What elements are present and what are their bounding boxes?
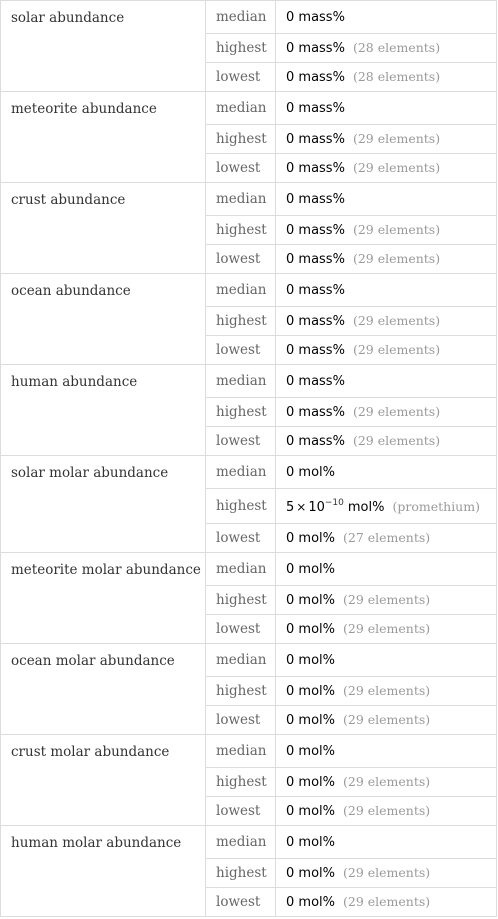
stat-label: lowest [206, 615, 276, 644]
stat-label: median [206, 735, 276, 768]
value-text: 0 mass% [286, 192, 345, 207]
stat-label: median [206, 274, 276, 307]
value-text: 0 mol% [286, 531, 335, 546]
stat-label: lowest [206, 63, 276, 92]
stat-value-cell [276, 768, 497, 797]
value-text: 0 mol% [286, 653, 335, 668]
value-text: 0 mass% [286, 10, 345, 25]
table-row [1, 92, 497, 125]
value-text: 0 mol% [286, 562, 335, 577]
stat-value-cell [276, 92, 497, 125]
stat-label: lowest [206, 427, 276, 456]
element-count-note: (29 elements) [343, 683, 431, 698]
value-text: 0 mass% [286, 343, 345, 358]
value-text: 0 mass% [286, 314, 345, 329]
value-text: 0 mol% [286, 835, 335, 850]
value-text: 0 mol% [286, 713, 335, 728]
value-text: 0 mol% [286, 465, 335, 480]
stat-label: lowest [206, 706, 276, 735]
stat-label: highest [206, 34, 276, 63]
stat-value-cell [276, 274, 497, 307]
element-count-note: (27 elements) [343, 530, 431, 545]
element-count-note: (28 elements) [352, 69, 441, 84]
property-label: human molar abundance [1, 826, 206, 917]
element-count-note: (28 elements) [352, 40, 441, 55]
table-row [1, 644, 497, 677]
stat-label: highest [206, 125, 276, 154]
value-text: 0 mass% [286, 434, 345, 449]
value-text: 0 mol% [286, 804, 335, 819]
table-row [1, 365, 497, 398]
element-count-note: (29 elements) [352, 251, 441, 266]
value-text: 0 mass% [286, 374, 345, 389]
stat-label: highest [206, 398, 276, 427]
element-count-note: (29 elements) [352, 404, 441, 419]
property-label: solar abundance [1, 1, 206, 92]
value-text: 0 mass% [286, 101, 345, 116]
value-text: 0 mol% [286, 775, 335, 790]
stat-value-cell [276, 677, 497, 706]
unit-value: mol% [347, 499, 385, 515]
stat-value-cell [276, 427, 497, 456]
element-count-note: (29 elements) [343, 774, 431, 789]
value-text: 0 mass% [286, 252, 345, 267]
property-label: crust abundance [1, 183, 206, 274]
property-label: human abundance [1, 365, 206, 456]
table-row [1, 183, 497, 216]
table-row [1, 1, 497, 34]
stat-label: highest [206, 586, 276, 615]
element-count-note: (29 elements) [343, 803, 431, 818]
stat-label: median [206, 553, 276, 586]
stat-label: lowest [206, 888, 276, 917]
table-row [1, 826, 497, 859]
property-label: meteorite abundance [1, 92, 206, 183]
table-row [1, 735, 497, 768]
stat-value-cell [276, 307, 497, 336]
exponent-value: −10 [324, 497, 344, 508]
element-count-note: (29 elements) [343, 592, 431, 607]
base-value: 10 [308, 499, 325, 515]
stat-value-cell [276, 245, 497, 274]
stat-label: highest [206, 489, 276, 524]
value-text: 0 mol% [286, 866, 335, 881]
stat-value-cell [276, 524, 497, 553]
stat-value-cell [276, 489, 497, 524]
stat-value-cell [276, 735, 497, 768]
element-count-note: (29 elements) [352, 131, 441, 146]
stat-value-cell [276, 34, 497, 63]
element-count-note: (29 elements) [352, 222, 441, 237]
element-count-note: (29 elements) [352, 160, 441, 175]
table-row [1, 274, 497, 307]
stat-value-cell [276, 644, 497, 677]
property-label: ocean molar abundance [1, 644, 206, 735]
element-count-note: (29 elements) [343, 712, 431, 727]
stat-label: highest [206, 768, 276, 797]
value-text: 0 mol% [286, 684, 335, 699]
stat-value-cell [276, 1, 497, 34]
element-count-note: (29 elements) [352, 342, 441, 357]
value-text: 0 mass% [286, 223, 345, 238]
property-label: ocean abundance [1, 274, 206, 365]
stat-label: median [206, 183, 276, 216]
value-text: 0 mol% [286, 895, 335, 910]
value-text: 0 mass% [286, 405, 345, 420]
property-label: meteorite molar abundance [1, 553, 206, 644]
stat-value-cell [276, 888, 497, 917]
element-count-note: (29 elements) [343, 894, 431, 909]
times-sign: × [296, 499, 307, 514]
stat-label: lowest [206, 245, 276, 274]
stat-label: median [206, 456, 276, 489]
stat-value-cell [276, 859, 497, 888]
stat-value-cell [276, 154, 497, 183]
element-count-note: (29 elements) [352, 313, 441, 328]
stat-value-cell [276, 706, 497, 735]
value-text: 0 mass% [286, 70, 345, 85]
stat-value-cell [276, 125, 497, 154]
property-label: solar molar abundance [1, 456, 206, 553]
value-text: 0 mass% [286, 283, 345, 298]
stat-label: median [206, 365, 276, 398]
element-count-note: (29 elements) [352, 433, 441, 448]
stat-label: highest [206, 859, 276, 888]
stat-label: highest [206, 307, 276, 336]
value-text: 0 mass% [286, 132, 345, 147]
stat-label: lowest [206, 336, 276, 365]
stat-label: median [206, 1, 276, 34]
value-text: 0 mol% [286, 593, 335, 608]
stat-value-cell [276, 456, 497, 489]
value-text: 0 mol% [286, 622, 335, 637]
stat-label: median [206, 826, 276, 859]
value-text: 0 mass% [286, 41, 345, 56]
stat-value-cell [276, 398, 497, 427]
stat-value-cell [276, 183, 497, 216]
table-row [1, 553, 497, 586]
stat-label: highest [206, 216, 276, 245]
stat-value-cell [276, 826, 497, 859]
stat-value-cell [276, 216, 497, 245]
table-row [1, 456, 497, 489]
value-text: 0 mol% [286, 744, 335, 759]
stat-value-cell [276, 365, 497, 398]
stat-label: highest [206, 677, 276, 706]
stat-value-cell [276, 63, 497, 92]
stat-value-cell [276, 615, 497, 644]
stat-label: lowest [206, 524, 276, 553]
stat-value-cell [276, 586, 497, 615]
stat-label: median [206, 644, 276, 677]
stat-value-cell [276, 553, 497, 586]
element-count-note: (29 elements) [343, 865, 431, 880]
property-label: crust molar abundance [1, 735, 206, 826]
abundance-table-body [1, 1, 497, 917]
mantissa-value: 5 [286, 499, 295, 515]
stat-label: median [206, 92, 276, 125]
element-count-note: (promethium) [392, 498, 480, 514]
stat-label: lowest [206, 797, 276, 826]
value-text: 0 mass% [286, 161, 345, 176]
element-count-note: (29 elements) [343, 621, 431, 636]
stat-label: lowest [206, 154, 276, 183]
stat-value-cell [276, 336, 497, 365]
stat-value-cell [276, 797, 497, 826]
